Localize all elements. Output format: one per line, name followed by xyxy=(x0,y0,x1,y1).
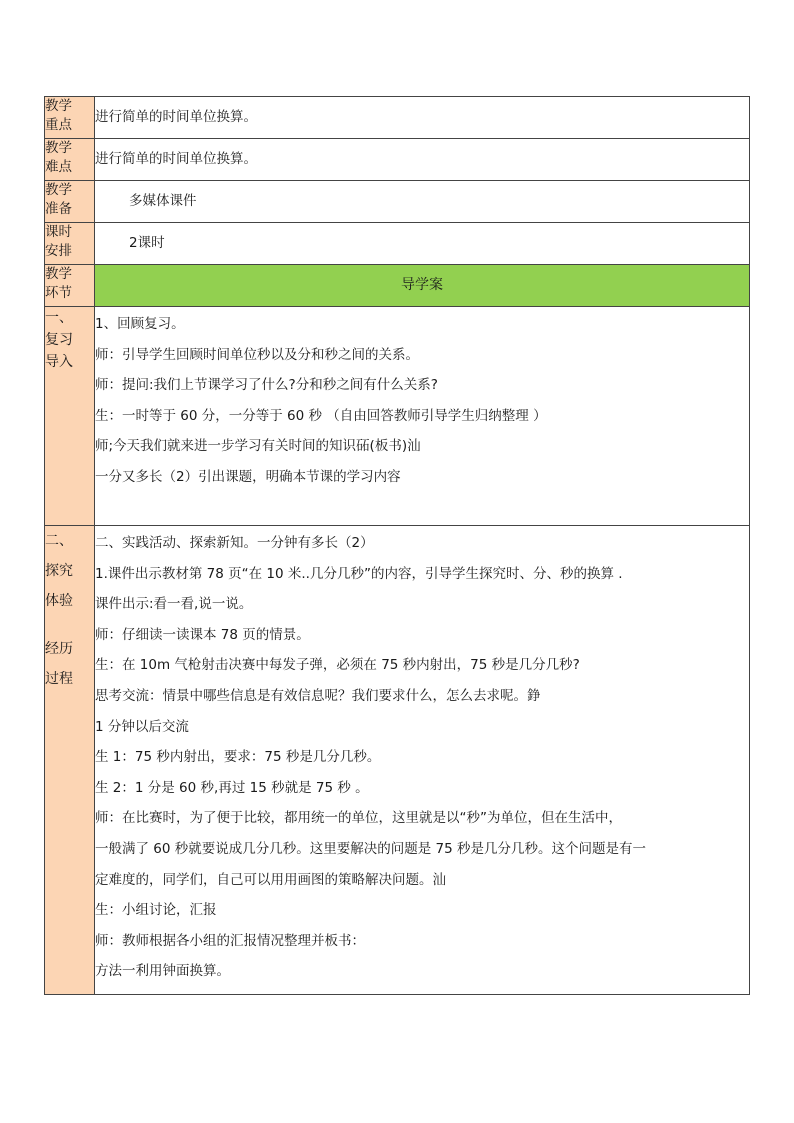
text-line: 师：引导学生回顾时间单位秒以及分和秒之间的关系。 xyxy=(95,346,419,363)
text-line: 定难度的，同学们，自己可以用用画图的策略解决问题。汕 xyxy=(95,871,446,888)
content-section-1 xyxy=(95,307,750,526)
text-line: 一般满了 60 秒就要说成几分几秒。这里要解决的问题是 75 秒是几分几秒。这个问题是有一 xyxy=(95,840,647,857)
label-stage xyxy=(45,265,95,307)
text-line: 生 1：75 秒内射出，要求：75 秒是几分几秒。 xyxy=(95,749,381,766)
difficulties-text: 进行简单的时间单位换算。 xyxy=(95,151,257,167)
text-line: 生 2：1 分是 60 秒,再过 15 秒就是 75 秒 。 xyxy=(95,779,369,796)
label-line: 教学 xyxy=(45,266,72,282)
row-section-1 xyxy=(45,307,750,526)
preparation-text: 多媒体课件 xyxy=(129,193,197,209)
row-stage xyxy=(45,265,750,307)
text-line: 师;今天我们就来进一步学习有关时间的知识砳(板书)汕 xyxy=(95,438,421,455)
label-line: 复习 xyxy=(45,332,73,348)
label-line: 一、 xyxy=(45,310,73,326)
text-line: 思考交流：情景中哪些信息是有效信息呢？我们要求什么，怎么去求呢。錚 xyxy=(95,687,541,704)
label-line: 二、 xyxy=(45,533,73,549)
label-line: 难点 xyxy=(45,159,72,175)
label-section-2 xyxy=(45,526,95,995)
key-points-text: 进行简单的时间单位换算。 xyxy=(95,109,257,125)
label-line: 探究 xyxy=(45,563,73,579)
row-section-2 xyxy=(45,526,750,995)
text-line: 生：在 10m 气枪射击决赛中每发子弹，必须在 75 秒内射出，75 秒是几分几秒? xyxy=(95,657,580,674)
label-line: 课时 xyxy=(45,224,72,240)
label-difficulties xyxy=(45,139,95,181)
label-line: 教学 xyxy=(45,140,72,156)
content-key-points xyxy=(95,97,750,139)
lesson-plan-table xyxy=(44,96,750,995)
text-line: 生：小组讨论，汇报 xyxy=(95,902,217,919)
label-key-points xyxy=(45,97,95,139)
content-schedule xyxy=(95,223,750,265)
text-line: 1、回顾复习。 xyxy=(95,316,185,332)
schedule-text: 2课时 xyxy=(129,235,165,251)
text-line: 1 分钟以后交流 xyxy=(95,718,189,735)
row-preparation xyxy=(45,181,750,223)
content-section-2 xyxy=(95,526,750,995)
text-line: 一分又多长（2）引出课题，明确本节课的学习内容 xyxy=(95,468,401,485)
row-schedule xyxy=(45,223,750,265)
text-line: 二、实践活动、探索新知。一分钟有多长（2） xyxy=(95,535,374,551)
content-preparation xyxy=(95,181,750,223)
label-line: 安排 xyxy=(45,243,72,259)
text-line: 师：提问:我们上节课学习了什么?分和秒之间有什么关系? xyxy=(95,377,438,394)
label-line: 环节 xyxy=(45,285,72,301)
label-line: 过程 xyxy=(45,671,73,687)
text-line: 师：教师根据各小组的汇报情况整理并板书： xyxy=(95,932,365,949)
label-line: 经历 xyxy=(45,641,73,657)
label-line: 体验 xyxy=(45,593,73,609)
label-preparation xyxy=(45,181,95,223)
row-difficulties xyxy=(45,139,750,181)
text-line: 师：仔细读一读课本 78 页的情景。 xyxy=(95,626,310,643)
text-line: 师：在比赛时，为了便于比较，都用统一的单位，这里就是以“秒”为单位，但在生活中， xyxy=(95,810,622,827)
label-line: 教学 xyxy=(45,98,72,114)
stage-header: 导学案 xyxy=(95,265,750,307)
text-line: 1.课件出示教材第 78 页“在 10 米..几分几秒”的内容，引导学生探究时、分、秒的换算 . xyxy=(95,565,623,582)
content-difficulties xyxy=(95,139,750,181)
label-line: 重点 xyxy=(45,117,72,133)
text-line: 方法一利用钟面换算。 xyxy=(95,963,230,980)
text-line: 课件出示:看一看,说一说。 xyxy=(95,596,253,613)
label-schedule xyxy=(45,223,95,265)
row-key-points xyxy=(45,97,750,139)
label-line: 准备 xyxy=(45,201,72,217)
text-line: 生：一时等于 60 分，一分等于 60 秒 （自由回答教师引导学生归纳整理 ） xyxy=(95,407,547,424)
label-section-1 xyxy=(45,307,95,526)
label-line: 教学 xyxy=(45,182,72,198)
label-line: 导入 xyxy=(45,354,73,370)
